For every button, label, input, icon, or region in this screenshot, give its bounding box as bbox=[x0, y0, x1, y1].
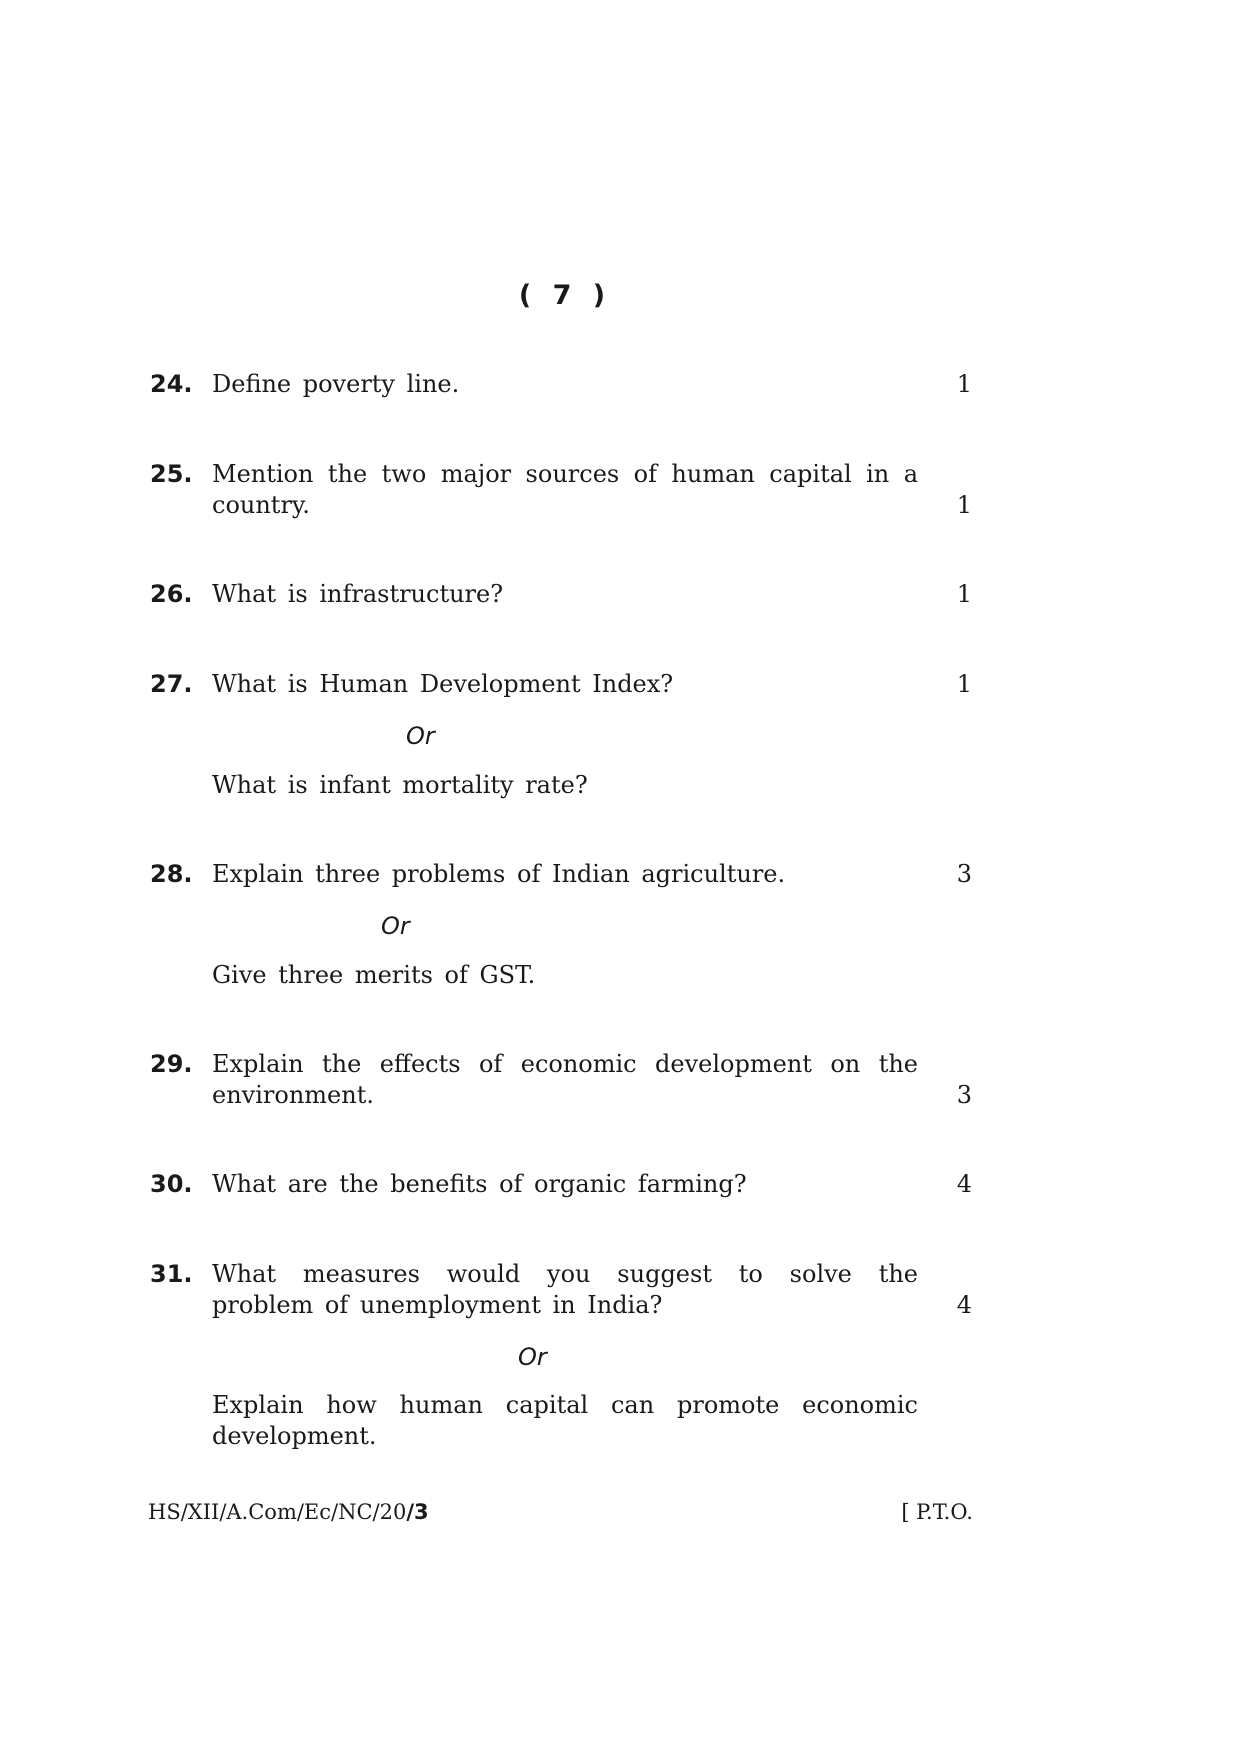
page-number: ( 7 ) bbox=[518, 280, 612, 311]
question-text: Explain three problems of Indian agriculture. bbox=[212, 860, 786, 888]
pto-label: [ P.T.O. bbox=[901, 1500, 973, 1524]
paper-code-suffix: /3 bbox=[406, 1500, 429, 1524]
alternative-question-28: Give three merits of GST. bbox=[212, 961, 536, 989]
alternative-question-31: Explain how human capital can promote economic development. bbox=[212, 1391, 918, 1450]
question-text: What are the benefits of organic farming? bbox=[212, 1170, 747, 1198]
question-marks: 4 bbox=[956, 1170, 972, 1198]
question-marks: 1 bbox=[956, 670, 972, 698]
paper-code bbox=[148, 1500, 429, 1524]
question-marks: 4 bbox=[956, 1291, 972, 1319]
or-label: Or bbox=[381, 912, 410, 940]
question-number: 28. bbox=[150, 860, 193, 888]
or-label: Or bbox=[518, 1343, 547, 1371]
question-marks: 3 bbox=[956, 860, 972, 888]
question-number: 24. bbox=[150, 370, 193, 398]
or-label: Or bbox=[406, 722, 435, 750]
question-text: What measures would you suggest to solve the problem of unemployment in India? bbox=[212, 1260, 918, 1319]
question-number: 31. bbox=[150, 1260, 193, 1288]
paper-code-text: HS/XII/A.Com/Ec/NC/20 bbox=[148, 1500, 407, 1524]
question-number: 30. bbox=[150, 1170, 193, 1198]
question-marks: 1 bbox=[956, 580, 972, 608]
question-number: 27. bbox=[150, 670, 193, 698]
question-number: 29. bbox=[150, 1050, 193, 1078]
question-marks: 1 bbox=[956, 370, 972, 398]
question-text: Explain the effects of economic development on the environment. bbox=[212, 1050, 918, 1109]
question-number: 26. bbox=[150, 580, 193, 608]
question-text: Mention the two major sources of human capital in a country. bbox=[212, 460, 918, 519]
question-text: What is Human Development Index? bbox=[212, 670, 674, 698]
question-number: 25. bbox=[150, 460, 193, 488]
question-marks: 3 bbox=[956, 1081, 972, 1109]
alternative-question-27: What is infant mortality rate? bbox=[212, 771, 588, 799]
question-text: What is infrastructure? bbox=[212, 580, 504, 608]
question-marks: 1 bbox=[956, 491, 972, 519]
question-text: Define poverty line. bbox=[212, 370, 460, 398]
